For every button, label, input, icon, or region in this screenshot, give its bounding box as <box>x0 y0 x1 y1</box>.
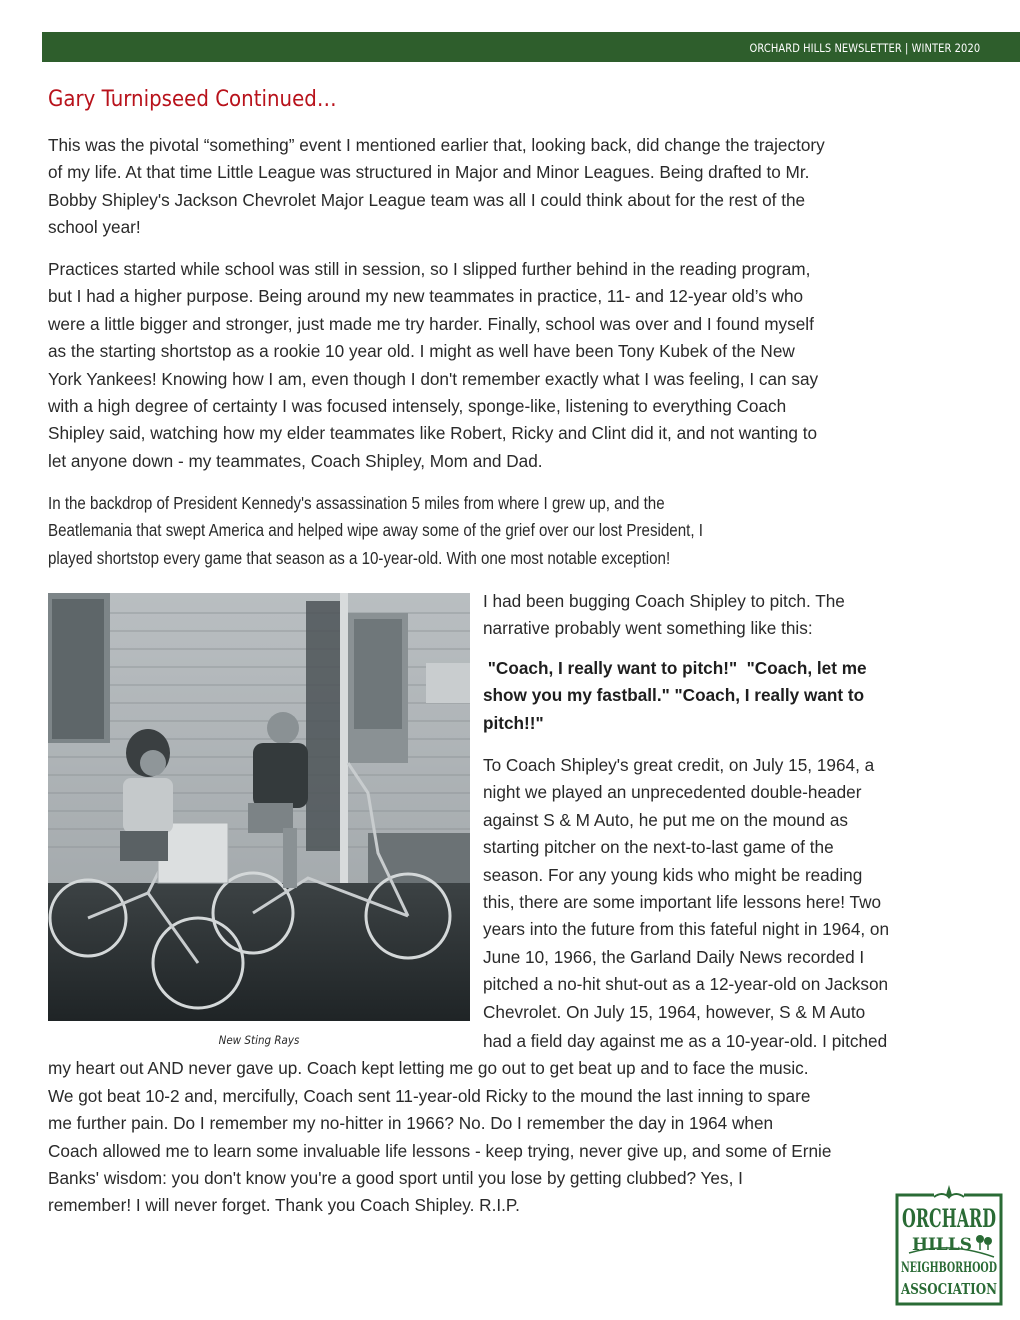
text-line: with a high degree of certainty I was focused intensely, sponge-like, listening to everything Coach <box>48 396 787 417</box>
paragraph-4 <box>48 1028 968 1220</box>
text-line: played shortstop every game that season as a 10-year-old. With one most notable exception! <box>48 547 671 568</box>
bicycles-photo <box>48 593 470 1021</box>
text-line: To Coach Shipley's great credit, on July 15, 1964, a <box>483 755 875 775</box>
text-line: narrative probably went something like this: <box>483 618 813 639</box>
text-line: starting pitcher on the next-to-last game of the <box>483 837 834 858</box>
orchard-hills-logo-icon <box>894 1183 1004 1307</box>
text-line: this, there are some important life lessons here! Two <box>483 892 882 913</box>
text-line: season. For any young kids who might be reading <box>483 864 863 885</box>
text-line: Chevrolet. On July 15, 1964, however, S & M Auto <box>483 1001 866 1022</box>
quote-paragraph <box>483 655 973 737</box>
text-line: Beatlemania that swept America and helped wipe away some of the grief over our lost President, I <box>48 520 703 541</box>
text-line: night we played an unprecedented double-header <box>483 782 862 803</box>
side-paragraph-1 <box>483 588 973 643</box>
quote-line: "Coach, I really want to pitch!" "Coach, let me <box>483 658 867 678</box>
text-line: Shipley said, watching how my elder teammates like Robert, Ricky and Clint did it, and not wanting to <box>48 423 818 444</box>
photo-illustration <box>48 593 470 1021</box>
newsletter-label: ORCHARD HILLS NEWSLETTER | WINTER 2020 <box>749 41 980 55</box>
text-line: against S & M Auto, he put me on the mound as <box>483 809 848 830</box>
text-line: In the backdrop of President Kennedy's assassination 5 miles from where I grew up, and the <box>48 493 665 513</box>
text-line: had a field day against me as a 10-year-old. I pitched <box>483 1031 888 1051</box>
newsletter-header-bar <box>42 32 1020 62</box>
text-line: We got beat 10-2 and, mercifully, Coach sent 11-year-old Ricky to the mound the last inning to spare <box>48 1085 811 1106</box>
text-line: Coach allowed me to learn some invaluable life lessons - keep trying, never give up, and some of Ernie <box>48 1140 832 1161</box>
quote-line: pitch!!" <box>483 712 544 733</box>
text-line: Practices started while school was still in session, so I slipped further behind in the reading program, <box>48 259 811 279</box>
text-line: remember! I will never forget. Thank you Coach Shipley. R.I.P. <box>48 1195 520 1216</box>
text-line: pitched a no-hit shut-out as a 12-year-old on Jackson <box>483 974 889 995</box>
text-line: as the starting shortstop as a rookie 10 year old. I might as well have been Tony Kubek of the New <box>48 341 795 362</box>
text-line: Bobby Shipley's Jackson Chevrolet Major League team was all I could think about for the rest of the <box>48 189 806 210</box>
text-line: York Yankees! Knowing how I am, even though I don't remember exactly what I was feeling, I can say <box>48 368 819 389</box>
text-line: let anyone down - my teammates, Coach Shipley, Mom and Dad. <box>48 450 543 471</box>
text-line: my heart out AND never gave up. Coach kept letting me go out to get beat up and to face the music. <box>48 1058 809 1079</box>
logo-line-4: ASSOCIATION <box>900 1280 998 1298</box>
text-line: Banks' wisdom: you don't know you're a good sport until you lose by getting clubbed? Yes, I <box>48 1168 743 1189</box>
text-line: were a little bigger and stronger, just made me try harder. Finally, school was over and I found myself <box>48 313 814 334</box>
text-line: but I had a higher purpose. Being around my new teammates in practice, 11- and 12-year old’s who <box>48 286 804 307</box>
article-title: Gary Turnipseed Continued… <box>48 86 337 112</box>
logo-line-3: NEIGHBORHOOD <box>901 1260 997 1276</box>
text-line: school year! <box>48 217 141 238</box>
paragraph-2 <box>48 256 968 475</box>
text-line: I had been bugging Coach Shipley to pitch. The <box>483 591 845 611</box>
logo-line-2: HILLS <box>912 1235 972 1255</box>
paragraph-1 <box>48 132 968 242</box>
text-line: years into the future from this fateful night in 1964, on <box>483 919 890 940</box>
photo-caption: New Sting Rays <box>218 1033 300 1047</box>
paragraph-3 <box>48 490 968 572</box>
quote-line: show you my fastball." "Coach, I really want to <box>483 685 865 706</box>
side-paragraph-2 <box>483 752 973 1026</box>
association-logo <box>894 1183 1004 1307</box>
logo-line-1: ORCHARD <box>902 1204 996 1233</box>
text-line: This was the pivotal “something” event I mentioned earlier that, looking back, did change the trajectory <box>48 135 825 155</box>
text-line: of my life. At that time Little League was structured in Major and Minor Leagues. Being drafted to Mr. <box>48 162 810 183</box>
text-line: me further pain. Do I remember my no-hitter in 1966? No. Do I remember the day in 1964 when <box>48 1113 774 1134</box>
text-line: June 10, 1966, the Garland Daily News recorded I <box>483 946 865 967</box>
